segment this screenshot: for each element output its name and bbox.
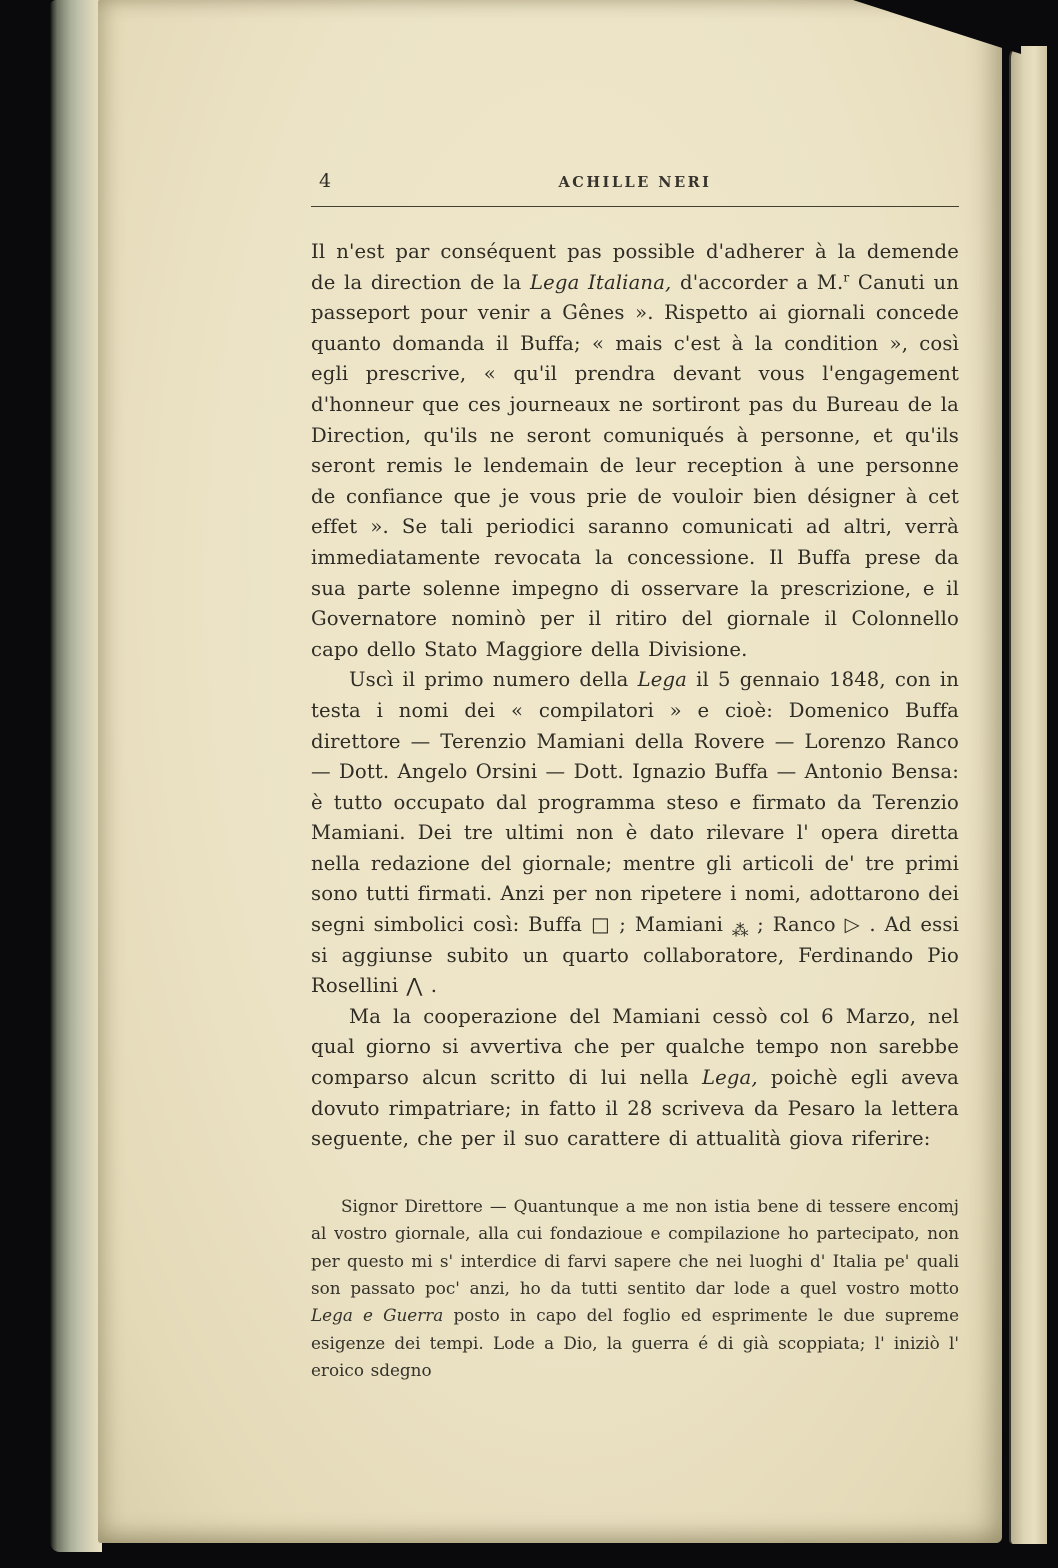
- page-header: [311, 170, 959, 196]
- book-page: [98, 0, 1002, 1543]
- running-header: ACHILLE NERI: [558, 174, 712, 191]
- header-rule: [311, 206, 959, 207]
- paragraph-3: Ma la cooperazione del Mamiani cessò col 6 Marzo, nel qual giorno si avvertiva che per qualche tempo non sarebbe comparso alcun scritto di lui nella Lega, poichè egli aveva dovuto rimpatriare; in fatto il 28 scriveva da Pesaro la lettera seguente, che per il suo carattere di attualità giova riferire:: [311, 1004, 959, 1151]
- paragraph-1: Il n'est par conséquent pas possible d'adherer à la demende de la direction de la Lega Italiana, d'accorder a M.$^r$ Canuti un passeport pour venir a Gênes ». Rispetto ai giornali concede quanto domanda il Buffa; « mais c'est à la condition », così egli prescrive, « qu'il prendra devant vous l'engagement d'honneur que ces journeaux ne sortiront pas du Bureau de la Direction, qu'ils ne seront comuniqués à personne, et qu'ils seront remis le lendemain de leur reception à une personne de confiance que je vous prie de vouloir bien désigner à cet effet ». Se tali periodici saranno comunicati ad altri, verrà immediatamente revocata la concessione. Il Buffa prese da sua parte solenne impegno di osservare la prescrizione, e il Governatore nominò per il ritiro del giornale il Colonnello capo dello Stato Maggiore della Divisione.: [311, 240, 960, 661]
- text-block: [311, 237, 959, 1385]
- paragraph-2: Uscì il primo numero della Lega il 5 gennaio 1848, con in testa i nomi dei « compilatori » e cioè: Domenico Buffa direttore — Terenzio Mamiani della Rovere — Lorenzo Ranco — Dott. Angelo Orsini — Dott. Ignazio Buffa — Antonio Bensa: è tutto occupato dal programma steso e firmato da Terenzio Mamiani. Dei tre ultimi non è dato rilevare l' opera diretta nella redazione del giornale; mentre gli articoli de' tre primi sono tutti firmati. Anzi per non ripetere i nomi, adottarono dei segni simbolici così: Buffa □ ; Mamiani $_⁂$ ; Ranco ▷ . Ad essi si aggiunse subito un quarto collaboratore, Ferdinando Pio Rosellini ⋀ .: [311, 668, 960, 998]
- page-number: 4: [319, 170, 333, 192]
- book-page-edges-left: [50, 0, 102, 1552]
- next-page-edge: [1009, 46, 1047, 1544]
- letter-quote: Signor Direttore — Quantunque a me non istia bene di tessere encomj al vostro giornale, alla cui fondazioue e compilazione ho partecipato, non per questo mi s' interdice di farvi sapere che nei luoghi d' Italia pe' quali son passato poc' anzi, ho da tutti sentito dar lode a quel vostro motto Lega e Guerra posto in capo del foglio ed esprimente le due supreme esigenze dei tempi. Lode a Dio, la guerra é di già scoppiata; l' iniziò l' eroico sdegno: [311, 1195, 959, 1381]
